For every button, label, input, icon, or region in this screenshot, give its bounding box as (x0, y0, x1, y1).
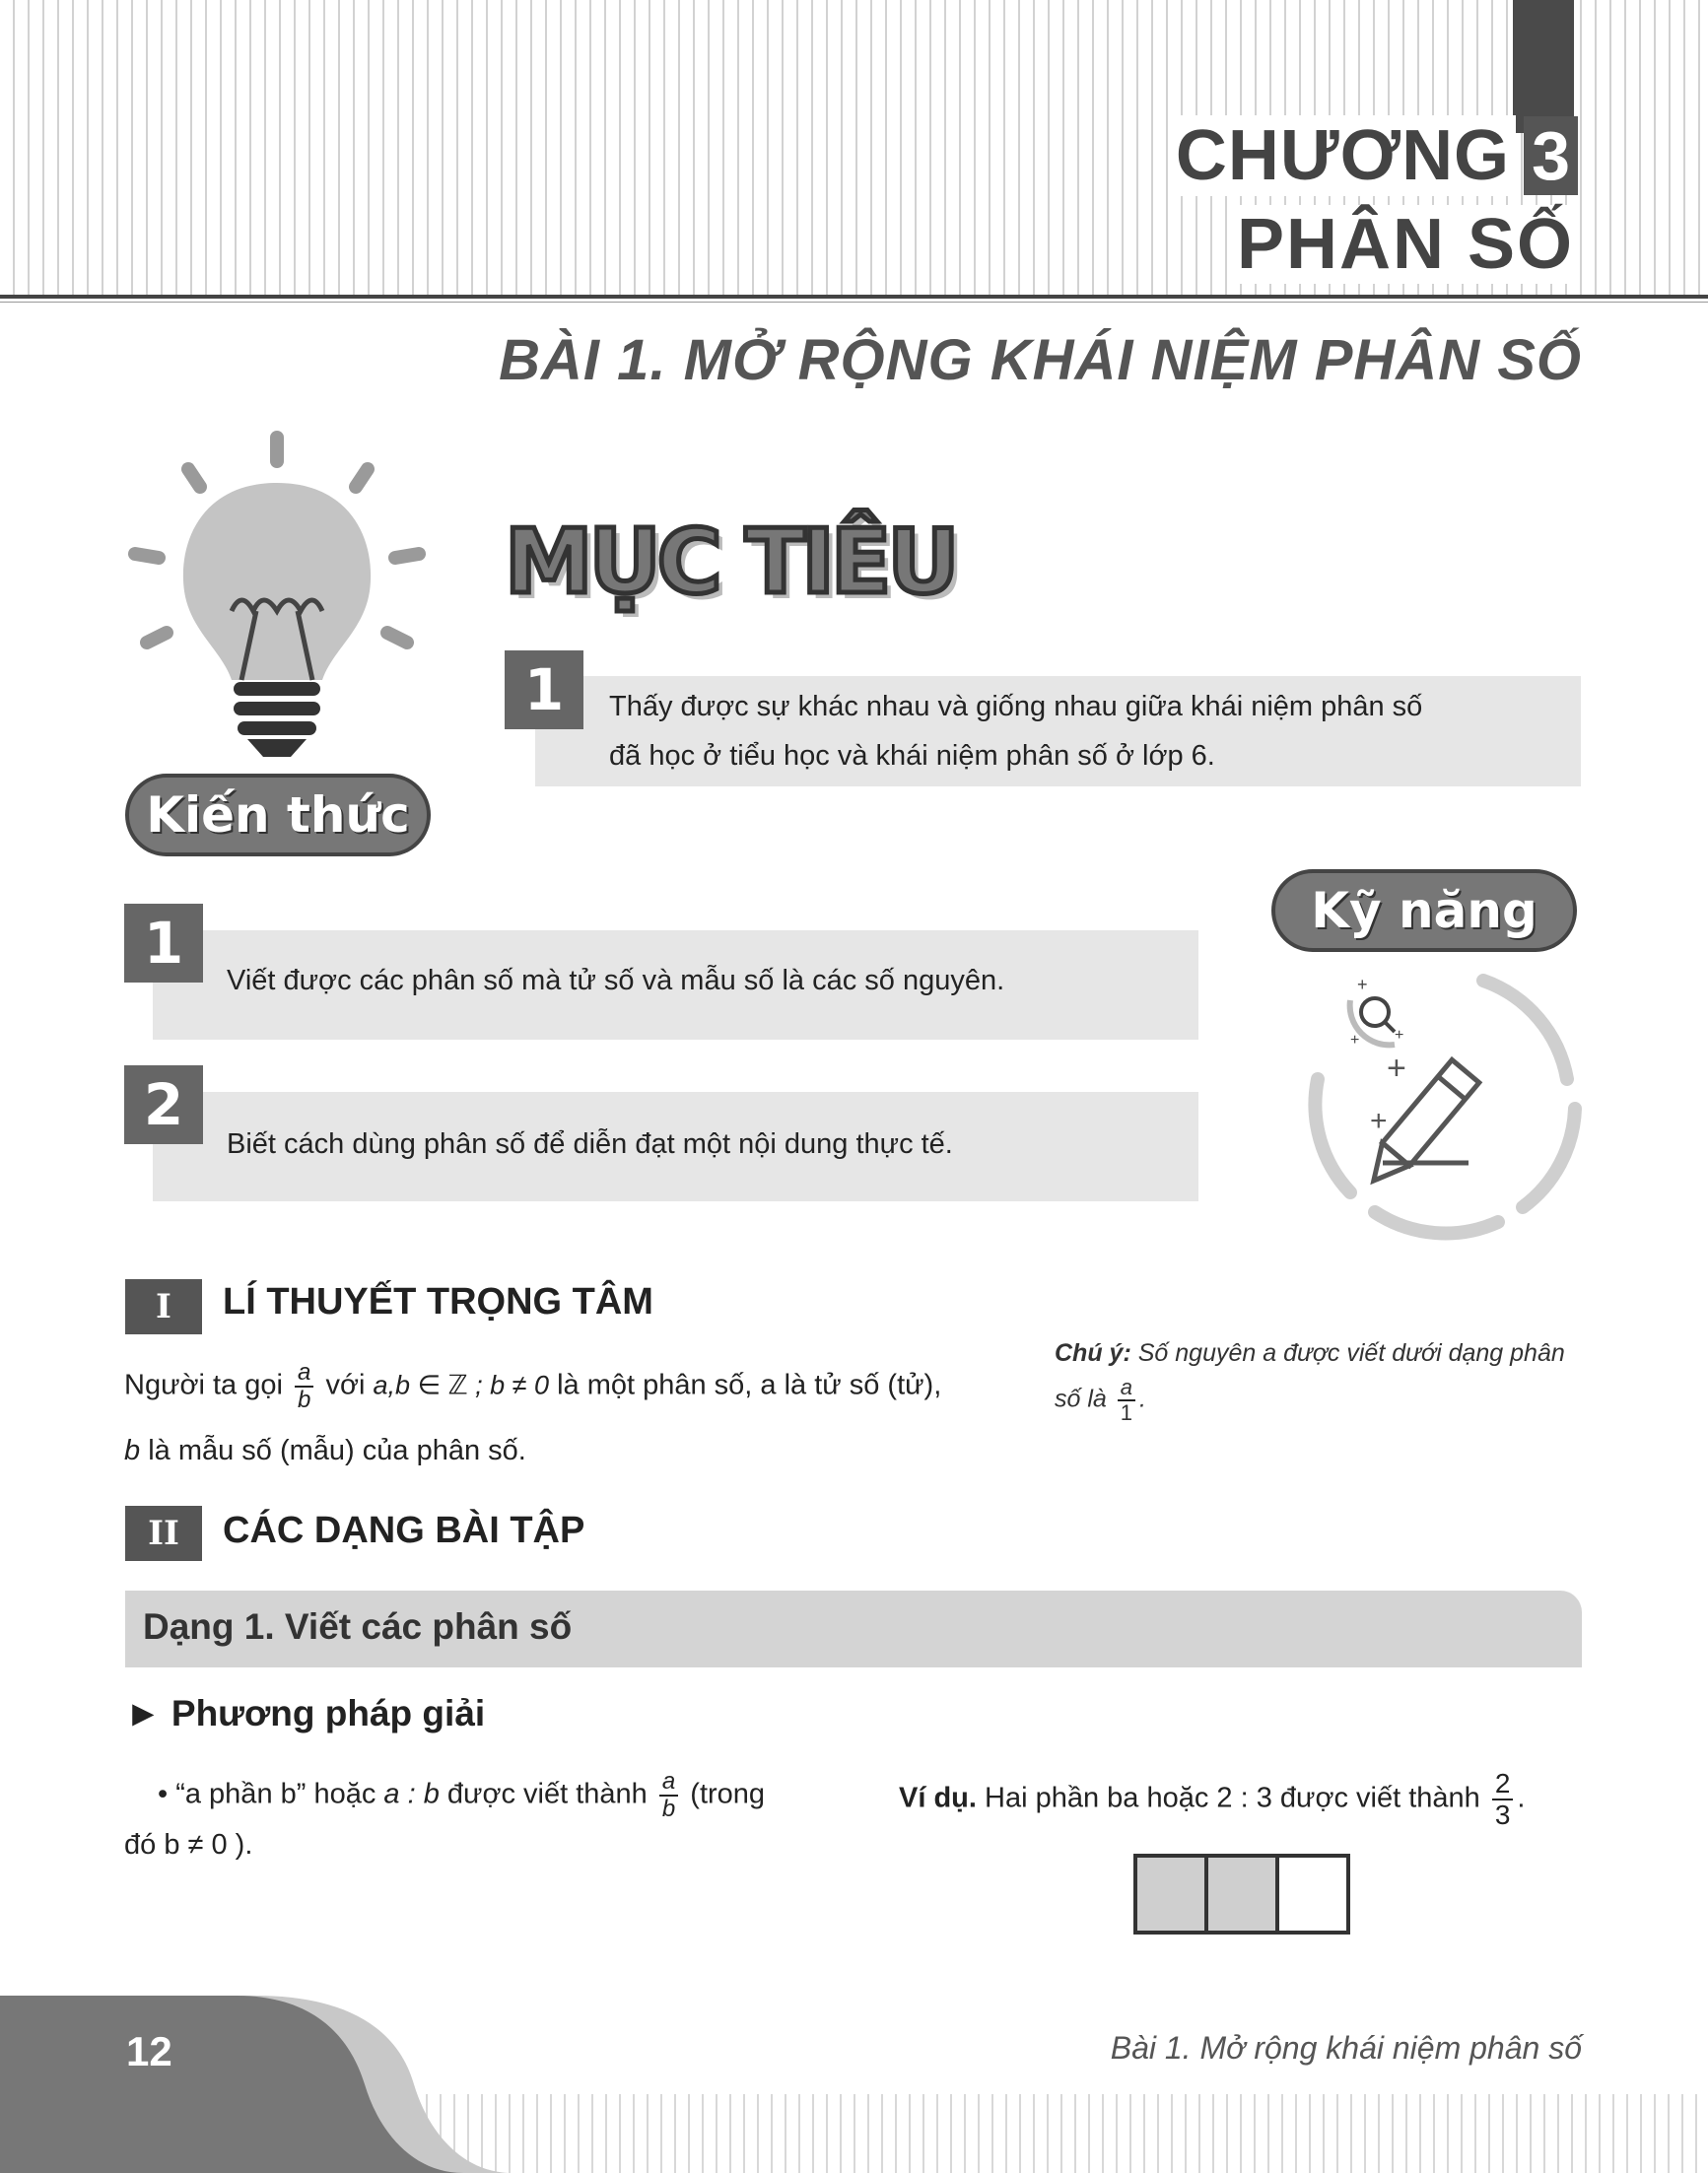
fraction-model (1133, 1854, 1350, 1935)
method-math: a : b (383, 1778, 440, 1810)
example-label: Ví dụ. (899, 1782, 977, 1814)
theory-text: Người ta gọi (124, 1369, 283, 1401)
svg-text:+: + (1370, 1105, 1388, 1137)
chapter-word: CHƯƠNG (1170, 115, 1516, 196)
svg-text:+: + (1357, 975, 1368, 994)
skills-pill: Kỹ năng (1271, 869, 1577, 952)
lightbulb-icon (123, 424, 439, 779)
knowledge-item-text-1: Thấy được sự khác nhau và giống nhau giữa khái niệm phân số (609, 691, 1423, 722)
fraction-a-1: $\frac{a}{1}$ (1118, 1376, 1135, 1425)
section-1-number: I (125, 1279, 202, 1334)
section-2-number: II (125, 1506, 202, 1561)
header-dark-tab (1513, 0, 1574, 133)
knowledge-item-number: 1 (505, 650, 583, 729)
knowledge-item-text-2: đã học ở tiểu học và khái niệm phân số ở lớp 6. (609, 740, 1215, 772)
example-paragraph: Ví dụ. Hai phần ba hoặc 2 : 3 được viết thành $\frac{2}{3}$ . (899, 1768, 1526, 1830)
section-1-title: LÍ THUYẾT TRỌNG TÂM (223, 1281, 653, 1323)
skill-item-number: 2 (124, 1065, 203, 1144)
method-text: (trong (690, 1778, 766, 1810)
method-paragraph (158, 1769, 867, 1822)
theory-text: với (325, 1369, 366, 1401)
method-text: được viết thành (446, 1778, 648, 1810)
running-title: Bài 1. Mở rộng khái niệm phân số (1110, 2030, 1582, 2066)
pencil-icon (1296, 961, 1592, 1256)
lesson-title: BÀI 1. MỞ RỘNG KHÁI NIỆM PHÂN SỐ (499, 328, 1582, 392)
fraction-a-b: $\frac{a}{b}$ (659, 1769, 678, 1822)
section-2-title: CÁC DẠNG BÀI TẬP (223, 1510, 585, 1551)
chapter-name: PHÂN SỐ (1233, 205, 1578, 284)
skill-item-text: Viết được các phân số mà tử số và mẫu số là các số nguyên. (227, 965, 1005, 996)
theory-text: là mẫu số (mẫu) của phân số. (148, 1435, 526, 1466)
header-rule (0, 295, 1708, 299)
chapter-heading (1170, 116, 1578, 195)
chapter-number: 3 (1524, 116, 1578, 195)
theory-paragraph-line2 (124, 1426, 526, 1475)
note-text: số là (1055, 1385, 1107, 1413)
theory-math: a,b ∈ ℤ ; b ≠ 0 (373, 1370, 549, 1400)
fraction-cell-empty (1275, 1858, 1346, 1931)
fraction-a-b: $\frac{a}{b}$ (295, 1360, 313, 1413)
objectives-heading: MỤC TIÊU (505, 510, 956, 614)
note-label: Chú ý: (1055, 1339, 1131, 1367)
fraction-cell-shaded (1204, 1858, 1275, 1931)
footer-wave (0, 1996, 512, 2173)
method-line2: đó b ≠ 0 ). (124, 1829, 253, 1861)
method-title: ► Phương pháp giải (125, 1693, 486, 1733)
skill-item-text: Biết cách dùng phân số để diễn đạt một nội dung thực tế. (227, 1128, 953, 1160)
note-text: Số nguyên a được viết dưới dạng phân (1137, 1339, 1565, 1367)
note-block: Chú ý: Số nguyên a được viết dưới dạng phân số là $\frac{a}{1}$ . (1055, 1339, 1565, 1425)
skill-item-number: 1 (124, 904, 203, 983)
fraction-cell-shaded (1137, 1858, 1204, 1931)
theory-paragraph (124, 1360, 1011, 1413)
theory-text: là một phân số, a là tử số (tử), (557, 1369, 942, 1401)
method-text: • “a phần b” hoặc (158, 1778, 376, 1810)
exercise-type-title: Dạng 1. Viết các phân số (143, 1606, 573, 1647)
page-number: 12 (126, 2028, 172, 2074)
svg-text:+: + (1387, 1050, 1406, 1087)
theory-var: b (124, 1435, 141, 1466)
fraction-2-3: $\frac{2}{3}$ (1492, 1769, 1514, 1830)
header-rule-thin (0, 302, 1708, 303)
svg-text:+: + (1395, 1027, 1404, 1044)
example-text: Hai phần ba hoặc 2 : 3 được viết thành (985, 1782, 1480, 1814)
svg-text:+: + (1350, 1032, 1360, 1049)
knowledge-pill: Kiến thức (125, 774, 431, 856)
